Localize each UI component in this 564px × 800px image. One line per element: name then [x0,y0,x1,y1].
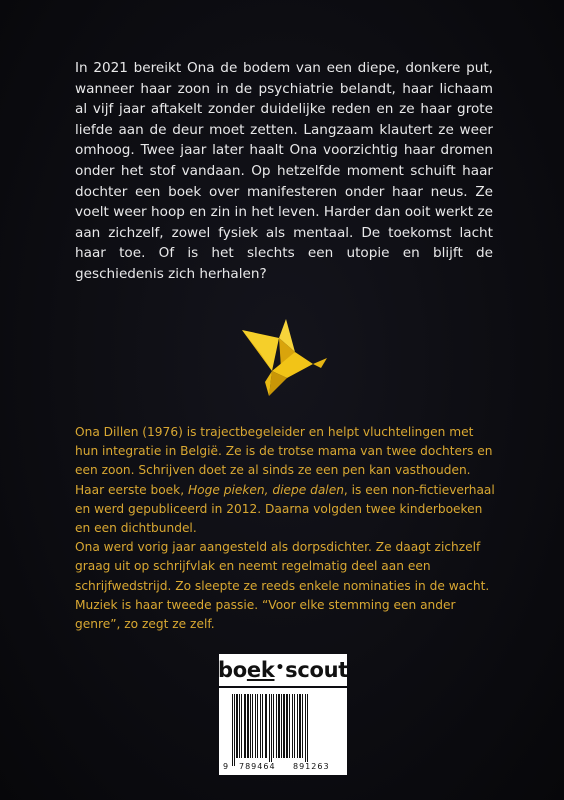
barcode-bar [262,694,263,758]
barcode-group-2: 891263 [293,762,330,771]
origami-bird-icon [239,316,331,398]
barcode-bar [234,694,235,766]
barcode-bar [232,694,233,766]
bio-paragraph-2: Ona werd vorig jaar aangesteld als dorpsdichter. Ze daagt zichzelf graag uit op schrijfvlak en neemt regelmatig deel aan een schrijfwedstrijd. Zo sleepte ze reeds enkele nominaties in de wacht. [75,540,490,593]
barcode-bar [247,694,249,758]
author-bio [75,423,500,634]
barcode-bar [244,694,246,758]
barcode-bar [255,694,256,758]
back-cover-blurb [75,58,493,285]
logo-text-scout: scout [285,658,349,682]
barcode-bar [292,694,293,758]
barcode-group-1: 789464 [239,762,276,771]
barcode-bar [269,694,270,766]
barcode-bar [283,694,285,758]
barcode-bar [252,694,253,758]
barcode-bar [286,694,288,758]
barcode-bar [278,694,280,758]
bio-p1-after: , is een non-fictieverhaal en werd gepubliceerd in 2012. Daarna volgden twee kinderboeken en een dichtbundel. [75,482,495,536]
barcode-bar [305,694,306,766]
barcode-bar [307,694,308,766]
barcode-bar [289,694,290,758]
blurb-text: In 2021 bereikt Ona de bodem van een diepe, donkere put, wanneer haar zoon in de psychiatrie belandt, haar lichaam al vijf jaar aftakelt zonder duidelijke reden en ze haar grote liefde aan de deur moet zetten. Langzaam klautert ze weer omhoog. Twee jaar later haalt Ona voorzichtig haar dromen onder het stof vandaan. Op hetzelfde moment schuift haar dochter een boek over manifesteren onder haar neus. Ze voelt weer hoop en zin in het leven. Harder dan ooit werkt ze aan zichzelf, zowel fysiek als mentaal. De toekomst lacht haar toe. Of is het slechts een utopie en blijft de geschiedenis zich herhalen? [75,60,493,282]
logo-dot: • [275,660,285,676]
barcode-bar [281,694,282,758]
logo-text-bo: bo [218,658,247,682]
barcode-bar [302,694,303,758]
first-book-title: Hoge pieken, diepe dalen [188,482,344,497]
barcode-first-digit: 9 [223,762,229,771]
barcode-bar [241,694,242,758]
barcode-bar [265,694,267,758]
barcode-bar [273,694,274,758]
barcode-bar [294,694,295,758]
barcode-bar [250,694,251,758]
barcode-bar [236,694,238,758]
barcode-bar [257,694,258,758]
barcode-bar [276,694,277,758]
barcode-bar [271,694,272,766]
logo-text-ek: ek [246,658,275,682]
bio-paragraph-1 [75,423,500,538]
isbn-barcode [219,688,347,775]
barcode-bar [299,694,301,758]
barcode-bar [297,694,298,758]
barcode-bar [260,694,261,758]
barcode-bar [239,694,240,758]
bio-p1-before: Ona Dillen (1976) is trajectbegeleider en helpt vluchtelingen met hun integratie in België. Ze is de trotse mama van twee dochters en een zoon. Schrijven doet ze al sinds ze een pen kan vasthouden. Haar eerste boek, [75,425,493,497]
publisher-logo [219,654,347,686]
bio-paragraph-3: Muziek is haar tweede passie. “Voor elke stemming een ander genre”, zo zegt ze zelf. [75,597,456,632]
